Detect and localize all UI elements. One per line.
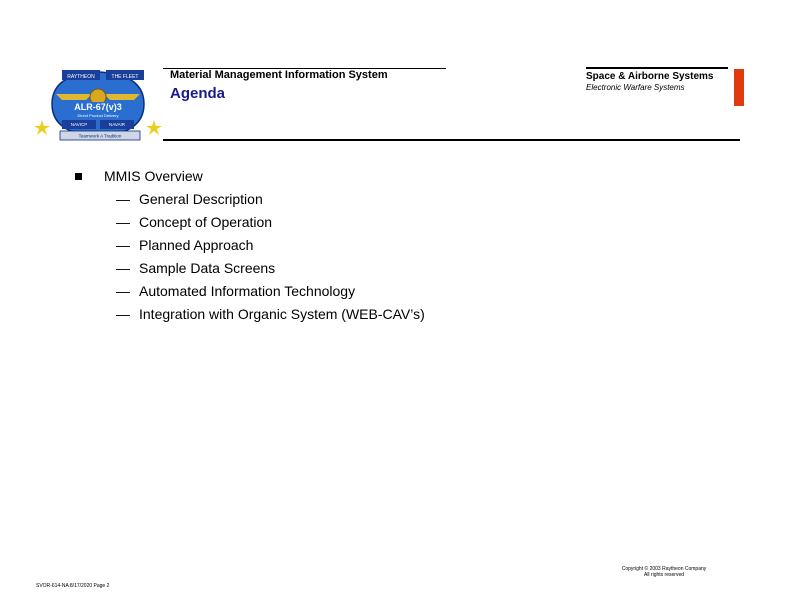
copyright-line-1: Copyright © 2003 Raytheon Company (621, 566, 707, 572)
list-item-label: Integration with Organic System (WEB-CAV’s) (139, 306, 425, 322)
logo-banner: Teamwork A Tradition (78, 133, 122, 139)
bullet-icon (75, 173, 82, 180)
accent-bar (734, 69, 744, 106)
logo-text-bottom-right: NAVAIR (108, 122, 126, 127)
list-item-label: Sample Data Screens (139, 260, 276, 276)
header-rule-bottom (163, 139, 740, 141)
logo-text-top-left: RAYTHEON (67, 74, 95, 80)
alr-67-logo (34, 64, 162, 144)
page-title: Agenda (170, 85, 226, 102)
logo-text-bottom-left: NAVICP (70, 122, 88, 127)
logo-text-top-right: THE FLEET (111, 74, 139, 80)
dash-icon: — (116, 214, 130, 230)
dash-icon: — (116, 283, 130, 299)
list-item-label: General Description (139, 191, 263, 207)
dash-icon: — (116, 191, 130, 207)
brand-rule (586, 67, 728, 69)
logo-text-center: ALR-67(v)3 (74, 102, 122, 112)
copyright-line-2: All rights reserved (643, 572, 684, 578)
page-header-title: Material Management Information System (170, 69, 388, 81)
brand-name: Space & Airborne Systems (586, 71, 714, 82)
logo-text-center-sub: Direct Product Delivery (77, 113, 119, 118)
list-item-label: Concept of Operation (139, 214, 273, 230)
dash-icon: — (116, 237, 130, 253)
list-item-label: Planned Approach (139, 237, 254, 253)
list-item-label: Automated Information Technology (139, 283, 356, 299)
dash-icon: — (116, 260, 130, 276)
brand-subtitle: Electronic Warfare Systems (586, 83, 685, 92)
copyright-notice (612, 566, 716, 578)
agenda-main-item: MMIS Overview (104, 168, 203, 184)
page-footer: SVOR-614-NA 8/17/2020 Page 2 (36, 583, 110, 589)
dash-icon: — (116, 306, 130, 322)
